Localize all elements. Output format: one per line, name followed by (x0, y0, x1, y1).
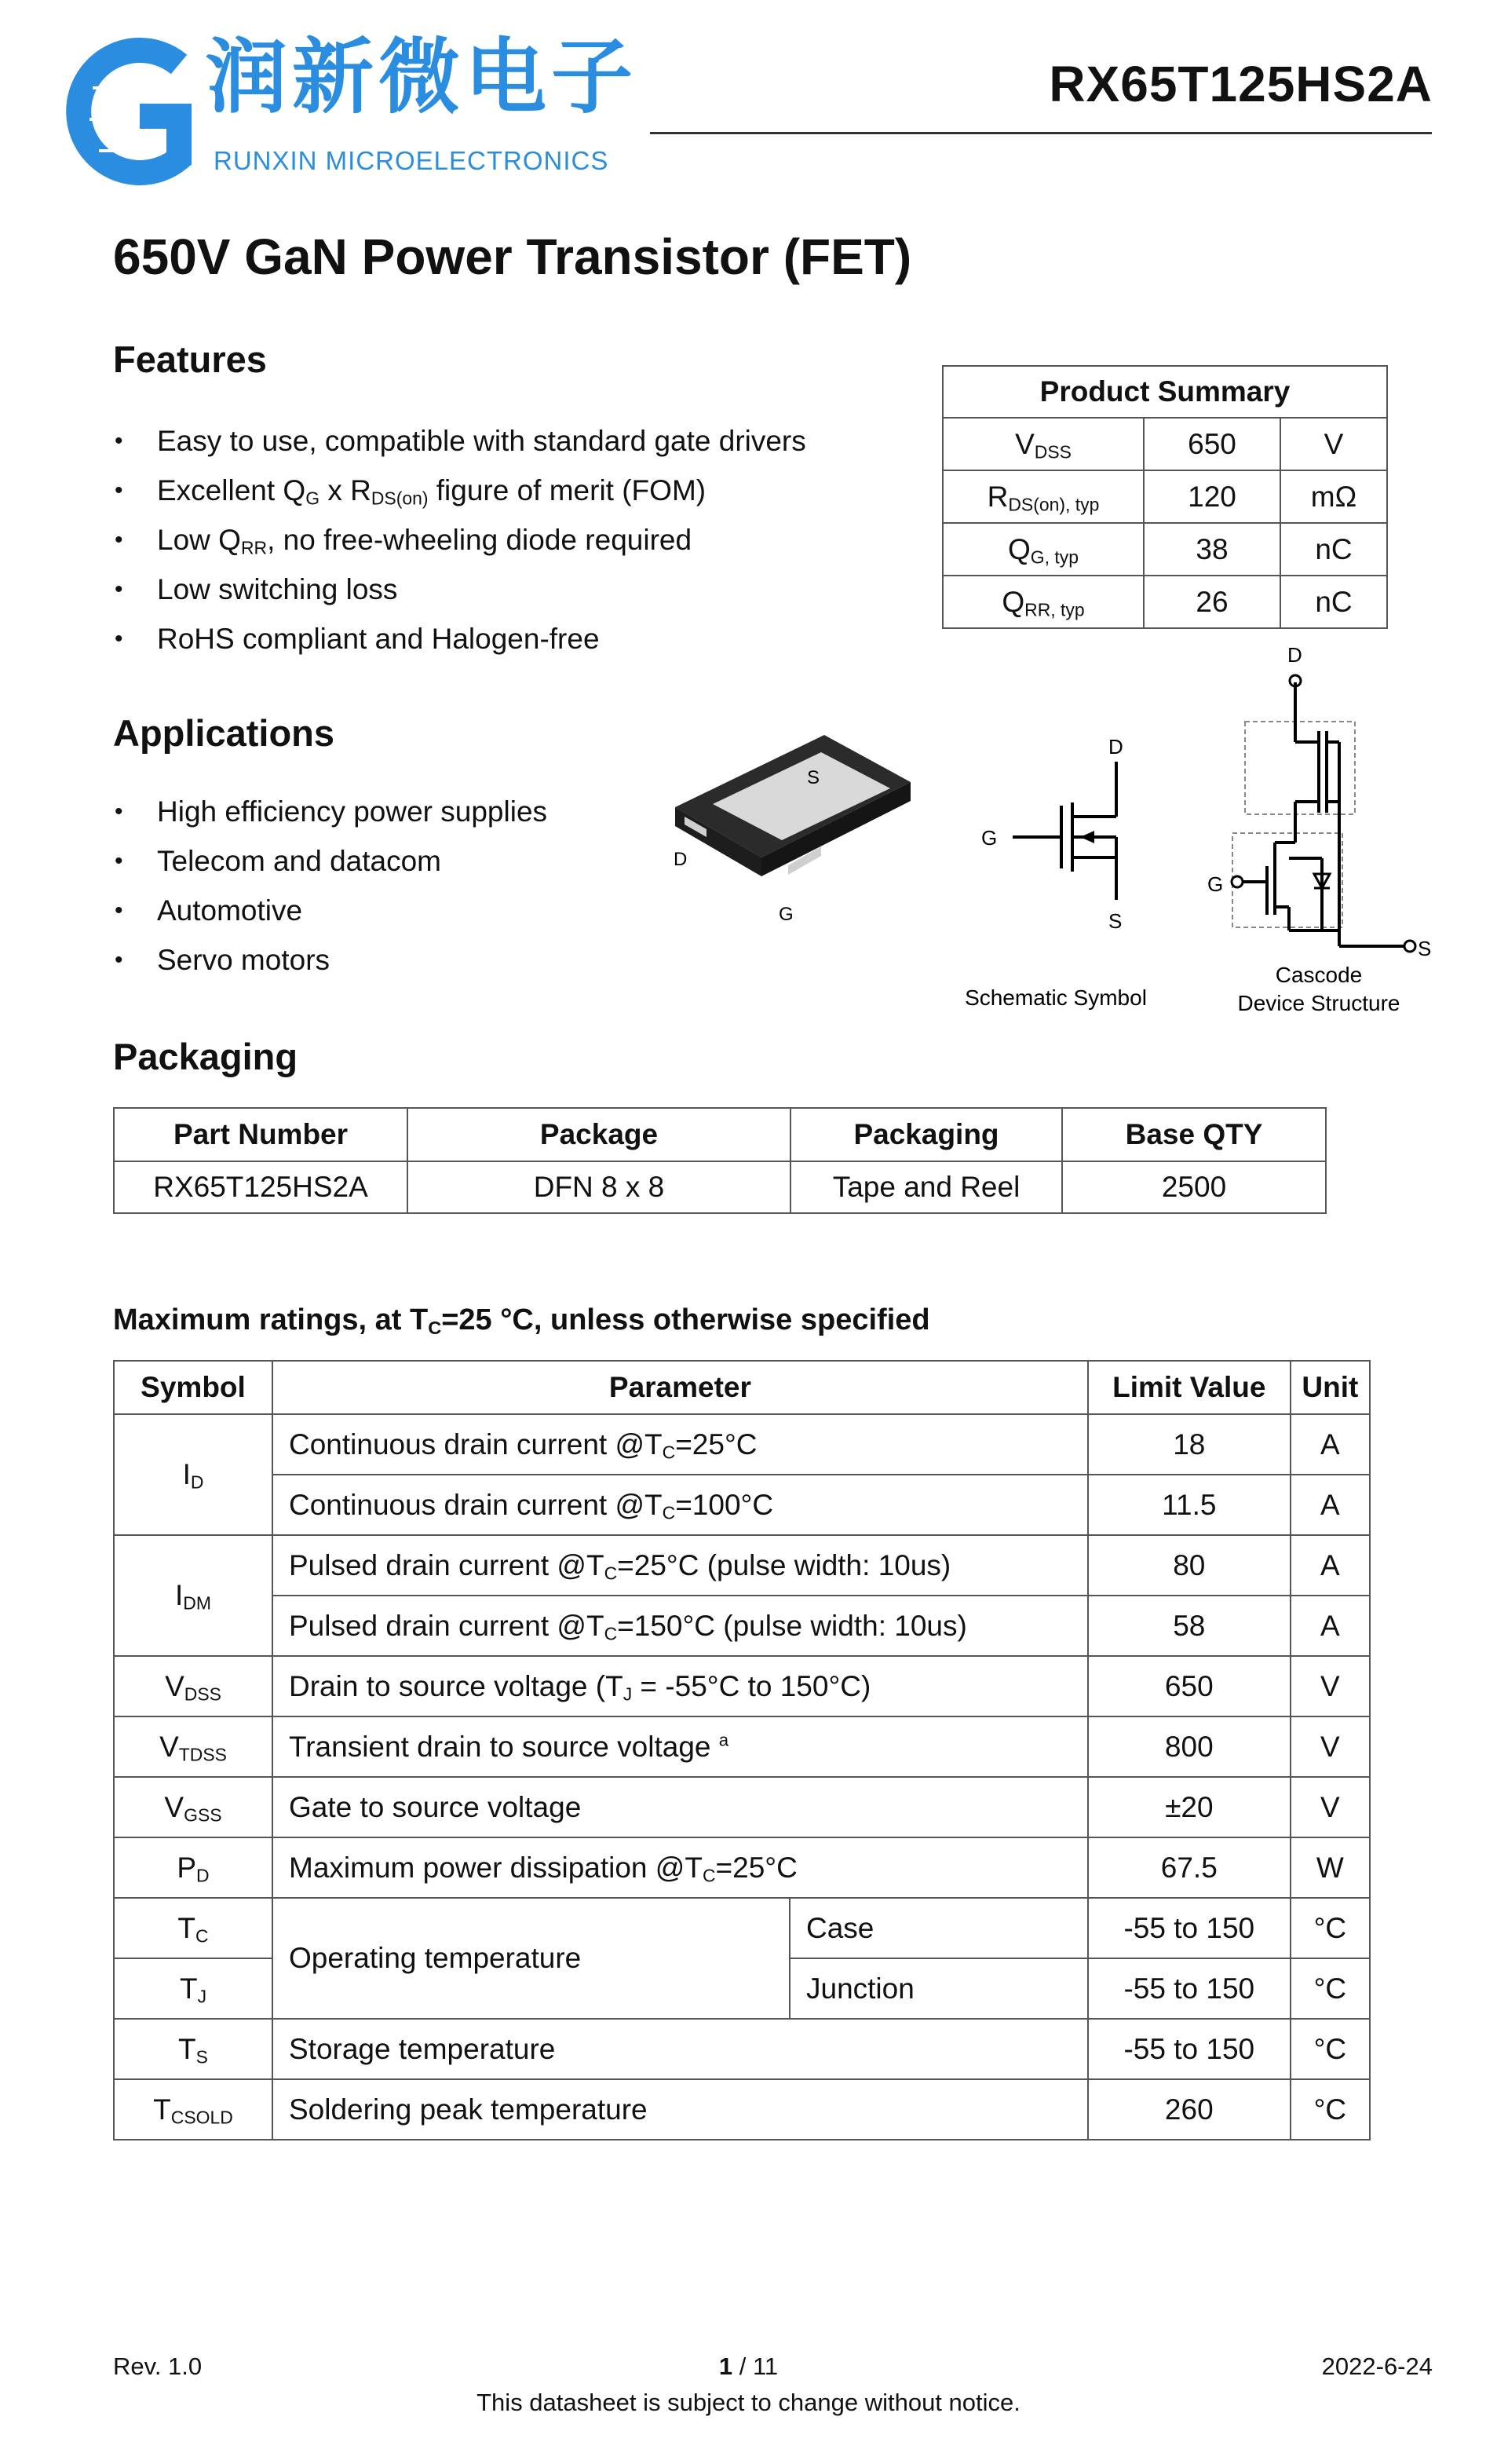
table-row: Pulsed drain current $@T_C=150^\circ C$ (pulse width: 10us) 58 A (114, 1596, 1370, 1656)
package-image (667, 691, 934, 927)
application-item: • Automotive (113, 886, 547, 935)
applications-list (113, 787, 547, 985)
schematic-caption: Schematic Symbol (965, 985, 1147, 1010)
table-row: $I_{DM}$ Pulsed drain current $@T_C=25^\circ C$ (pulse width: 10us) 80 A (114, 1535, 1370, 1596)
product-summary-heading: Product Summary (943, 366, 1387, 418)
pin-s-label: S (807, 767, 820, 788)
feature-item: • Easy to use, compatible with standard gate drivers (113, 416, 806, 466)
footer-notice: This datasheet is subject to change without notice. (476, 2389, 1021, 2416)
table-row: $T_C$ Operating temperature Case -55 to 150 °C (114, 1898, 1370, 1958)
cascode-caption-line1: Cascode (1275, 963, 1363, 987)
feature-item: • Excellent $Q_G$ x $R_{DS(on)}$ figure of merit (FOM) (113, 466, 806, 515)
runxin-logo-icon (61, 41, 203, 182)
application-item: • Servo motors (113, 935, 547, 985)
feature-item: • RoHS compliant and Halogen-free (113, 614, 806, 664)
table-row: Continuous drain current $@T_C=100^\circ C$ 11.5 A (114, 1475, 1370, 1535)
cascode-caption-line2: Device Structure (1237, 991, 1400, 1015)
features-list (113, 416, 806, 664)
product-summary-table (942, 365, 1388, 629)
bullet-icon: • (115, 897, 123, 923)
bullet-icon: • (115, 626, 123, 652)
table-row: $Q_{RR, typ}$ 26 nC (943, 576, 1387, 628)
features-heading: Features (113, 338, 267, 380)
table-row: $V_{TDSS}$ Transient drain to source voltage $^a$ 800 V (114, 1716, 1370, 1777)
feature-item: • Low $Q_{RR}$, no free-wheeling diode required (113, 515, 806, 565)
schematic-symbol-diagram (926, 730, 1185, 1013)
table-row: $R_{DS(on), typ}$ 120 mΩ (943, 470, 1387, 523)
max-ratings-table (113, 1360, 1371, 2140)
table-row: $I_D$ Continuous drain current $@T_C=25^\circ C$ 18 A (114, 1414, 1370, 1475)
bullet-icon: • (115, 527, 123, 553)
table-row: $V_{DSS}$ 650 V (943, 418, 1387, 470)
brand-chinese-name: 润新微电子 (206, 29, 638, 125)
bullet-icon: • (115, 947, 123, 973)
document-title: 650V GaN Power Transistor (FET) (113, 228, 912, 285)
bullet-icon: • (115, 848, 123, 874)
packaging-heading: Packaging (113, 1036, 298, 1077)
table-row: RX65T125HS2A DFN 8 x 8 Tape and Reel 2500 (114, 1161, 1326, 1213)
header-part-number: RX65T125HS2A (1049, 56, 1433, 112)
max-ratings-heading: Maximum ratings, at $T_C=25$ °C, unless otherwise specified (113, 1303, 930, 1338)
packaging-table (113, 1107, 1327, 1214)
cascode-structure-diagram (1201, 643, 1437, 1017)
bullet-icon: • (115, 477, 123, 503)
footer-page-number: 1 / 11 (718, 2352, 779, 2380)
cascode-g-label: G (1207, 872, 1224, 896)
cascode-s-label: S (1418, 937, 1432, 960)
table-row: $T_S$ Storage temperature -55 to 150 °C (114, 2019, 1370, 2079)
application-item: • High efficiency power supplies (113, 787, 547, 836)
brand-english-name: RUNXIN MICROELECTRONICS (214, 146, 609, 175)
table-row: $Q_{G, typ}$ 38 nC (943, 523, 1387, 576)
table-row: $V_{DSS}$ Drain to source voltage ($T_J = -55^\circ C$ to 150°C) 650 V (114, 1656, 1370, 1716)
table-row: $T_{CSOLD}$ Soldering peak temperature 260 °C (114, 2079, 1370, 2140)
pin-g-label: G (779, 904, 794, 925)
schematic-d-label: D (1108, 735, 1123, 759)
bullet-icon: • (115, 428, 123, 454)
bullet-icon: • (115, 799, 123, 824)
feature-item: • Low switching loss (113, 565, 806, 614)
table-row: $V_{GSS}$ Gate to source voltage ±20 V (114, 1777, 1370, 1837)
table-header-row: Part Number Package Packaging Base QTY (114, 1108, 1326, 1161)
cascode-d-label: D (1287, 643, 1302, 667)
footer-revision: Rev. 1.0 (113, 2352, 203, 2380)
schematic-s-label: S (1108, 909, 1123, 933)
bullet-icon: • (115, 576, 123, 602)
footer-date: 2022-6-24 (1321, 2352, 1433, 2380)
pin-d-label: D (674, 849, 688, 870)
application-item: • Telecom and datacom (113, 836, 547, 886)
table-row: $P_D$ Maximum power dissipation $@T_C=25^\circ C$ 67.5 W (114, 1837, 1370, 1898)
table-header-row: Symbol Parameter Limit Value Unit (114, 1361, 1370, 1414)
table-row: $T_J$ Junction -55 to 150 °C (114, 1958, 1370, 2019)
applications-heading: Applications (113, 712, 335, 754)
header-divider (650, 132, 1432, 134)
schematic-g-label: G (981, 826, 998, 850)
